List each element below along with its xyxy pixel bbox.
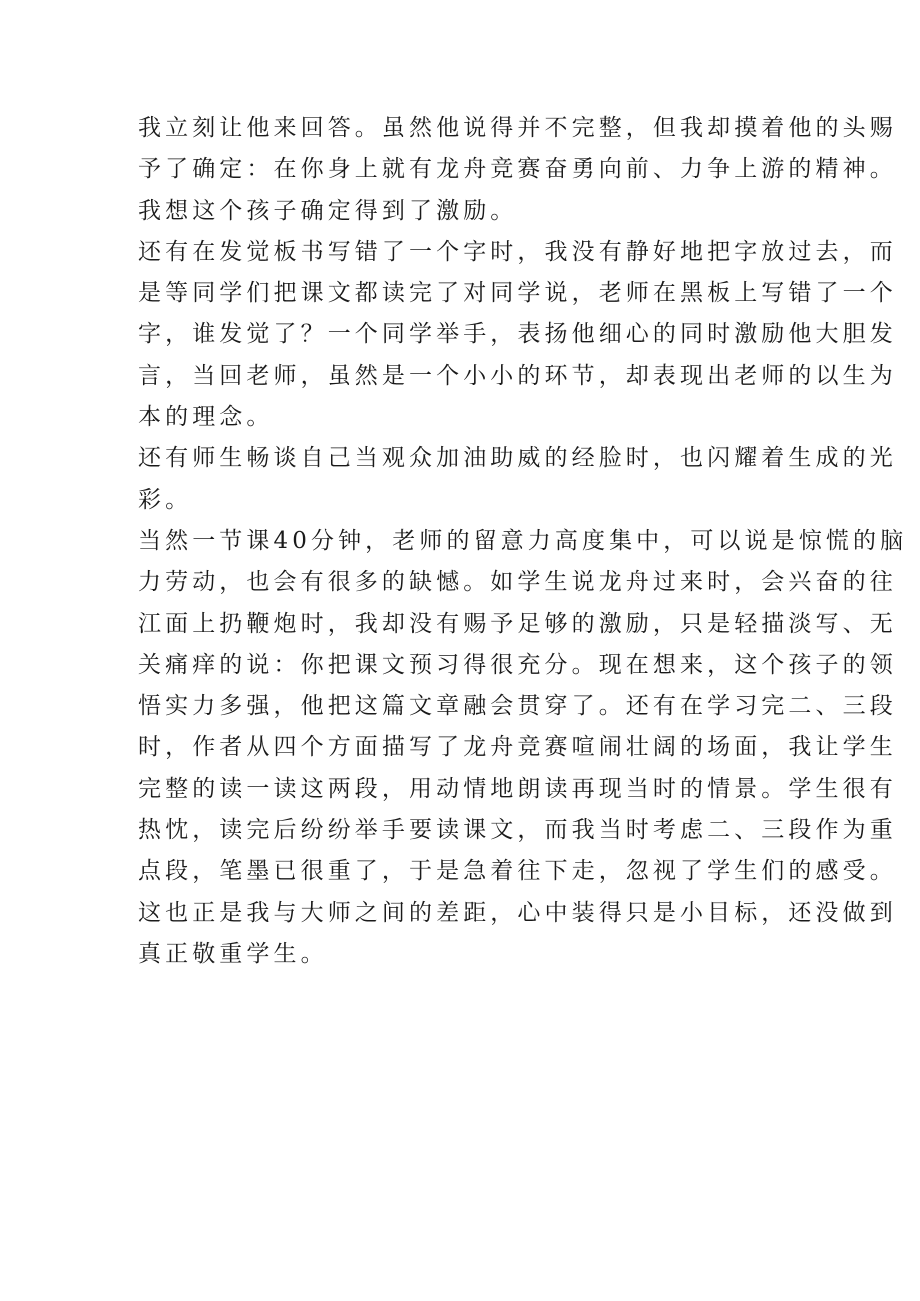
text-line: 还有在发觉板书写错了一个字时，我没有静好地把字放过去，而 <box>138 238 897 265</box>
text-line: 是等同学们把课文都读完了对同学说，老师在黑板上写错了一个 <box>138 280 897 307</box>
text-line: 力劳动，也会有很多的缺憾。如学生说龙舟过来时，会兴奋的往 <box>138 569 897 596</box>
text-line: 时，作者从四个方面描写了龙舟竞赛喧闹壮阔的场面，我让学生 <box>138 734 897 761</box>
paragraph-2 <box>138 232 897 438</box>
document-body <box>138 108 908 975</box>
text-line: 点段，笔墨已很重了，于是急着往下走，忽视了学生们的感受。 <box>138 858 897 885</box>
text-line: 我想这个孩子确定得到了激励。 <box>138 197 518 224</box>
text-line: 这也正是我与大师之间的差距，心中装得只是小目标，还没做到 <box>138 899 897 926</box>
text-line: 本的理念。 <box>138 404 274 431</box>
paragraph-3 <box>138 438 897 521</box>
text-line: 我立刻让他来回答。虽然他说得并不完整，但我却摸着他的头赐 <box>138 115 897 141</box>
text-line: 关痛痒的说：你把课文预习得很充分。现在想来，这个孩子的领 <box>138 651 897 678</box>
text-line: 悟实力多强，他把这篇文章融会贯穿了。还有在学习完二、三段 <box>138 693 897 720</box>
text-line: 真正敬重学生。 <box>138 940 328 967</box>
text-line: 言，当回老师，虽然是一个小小的环节，却表现出老师的以生为 <box>138 362 897 389</box>
text-line: 完整的读一读这两段，用动情地朗读再现当时的情景。学生很有 <box>138 775 897 802</box>
text-line: 字，谁发觉了？一个同学举手，表扬他细心的同时激励他大胆发 <box>138 321 897 348</box>
text-line: 还有师生畅谈自己当观众加油助威的经脸时，也闪耀着生成的光 <box>138 445 897 472</box>
text-line: 当然一节课40分钟，老师的留意力高度集中，可以说是惊慌的脑 <box>138 527 908 554</box>
text-line: 热忱，读完后纷纷举手要读课文，而我当时考虑二、三段作为重 <box>138 817 897 844</box>
paragraph-1 <box>138 108 897 232</box>
paragraph-4 <box>138 521 908 975</box>
text-line: 彩。 <box>138 486 193 513</box>
text-line: 予了确定：在你身上就有龙舟竞赛奋勇向前、力争上游的精神。 <box>138 156 897 183</box>
text-line: 江面上扔鞭炮时，我却没有赐予足够的激励，只是轻描淡写、无 <box>138 610 897 637</box>
